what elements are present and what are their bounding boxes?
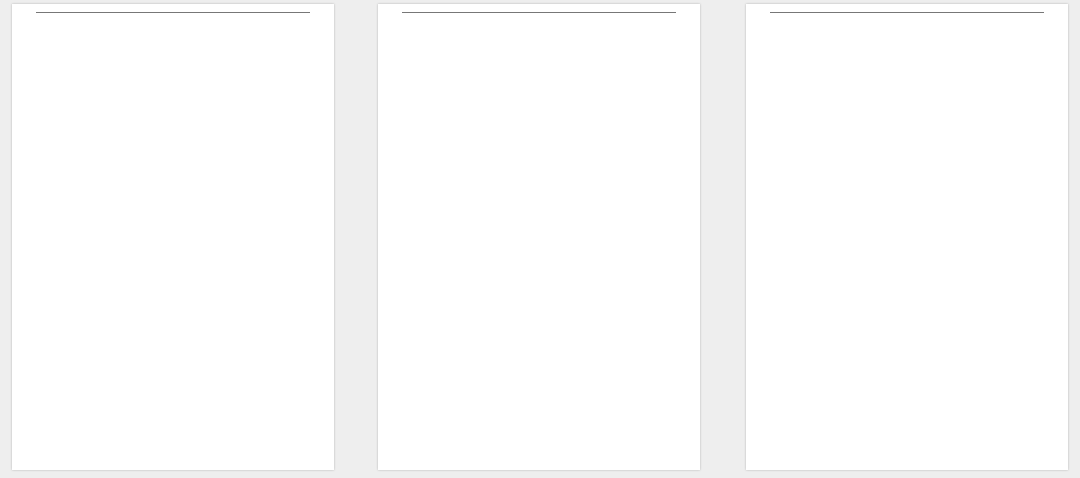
running-header xyxy=(770,9,1044,13)
running-header xyxy=(36,9,310,13)
document-page-10 xyxy=(378,4,700,470)
running-header xyxy=(402,9,676,13)
document-page-11 xyxy=(746,4,1068,470)
document-page-9 xyxy=(12,4,334,470)
